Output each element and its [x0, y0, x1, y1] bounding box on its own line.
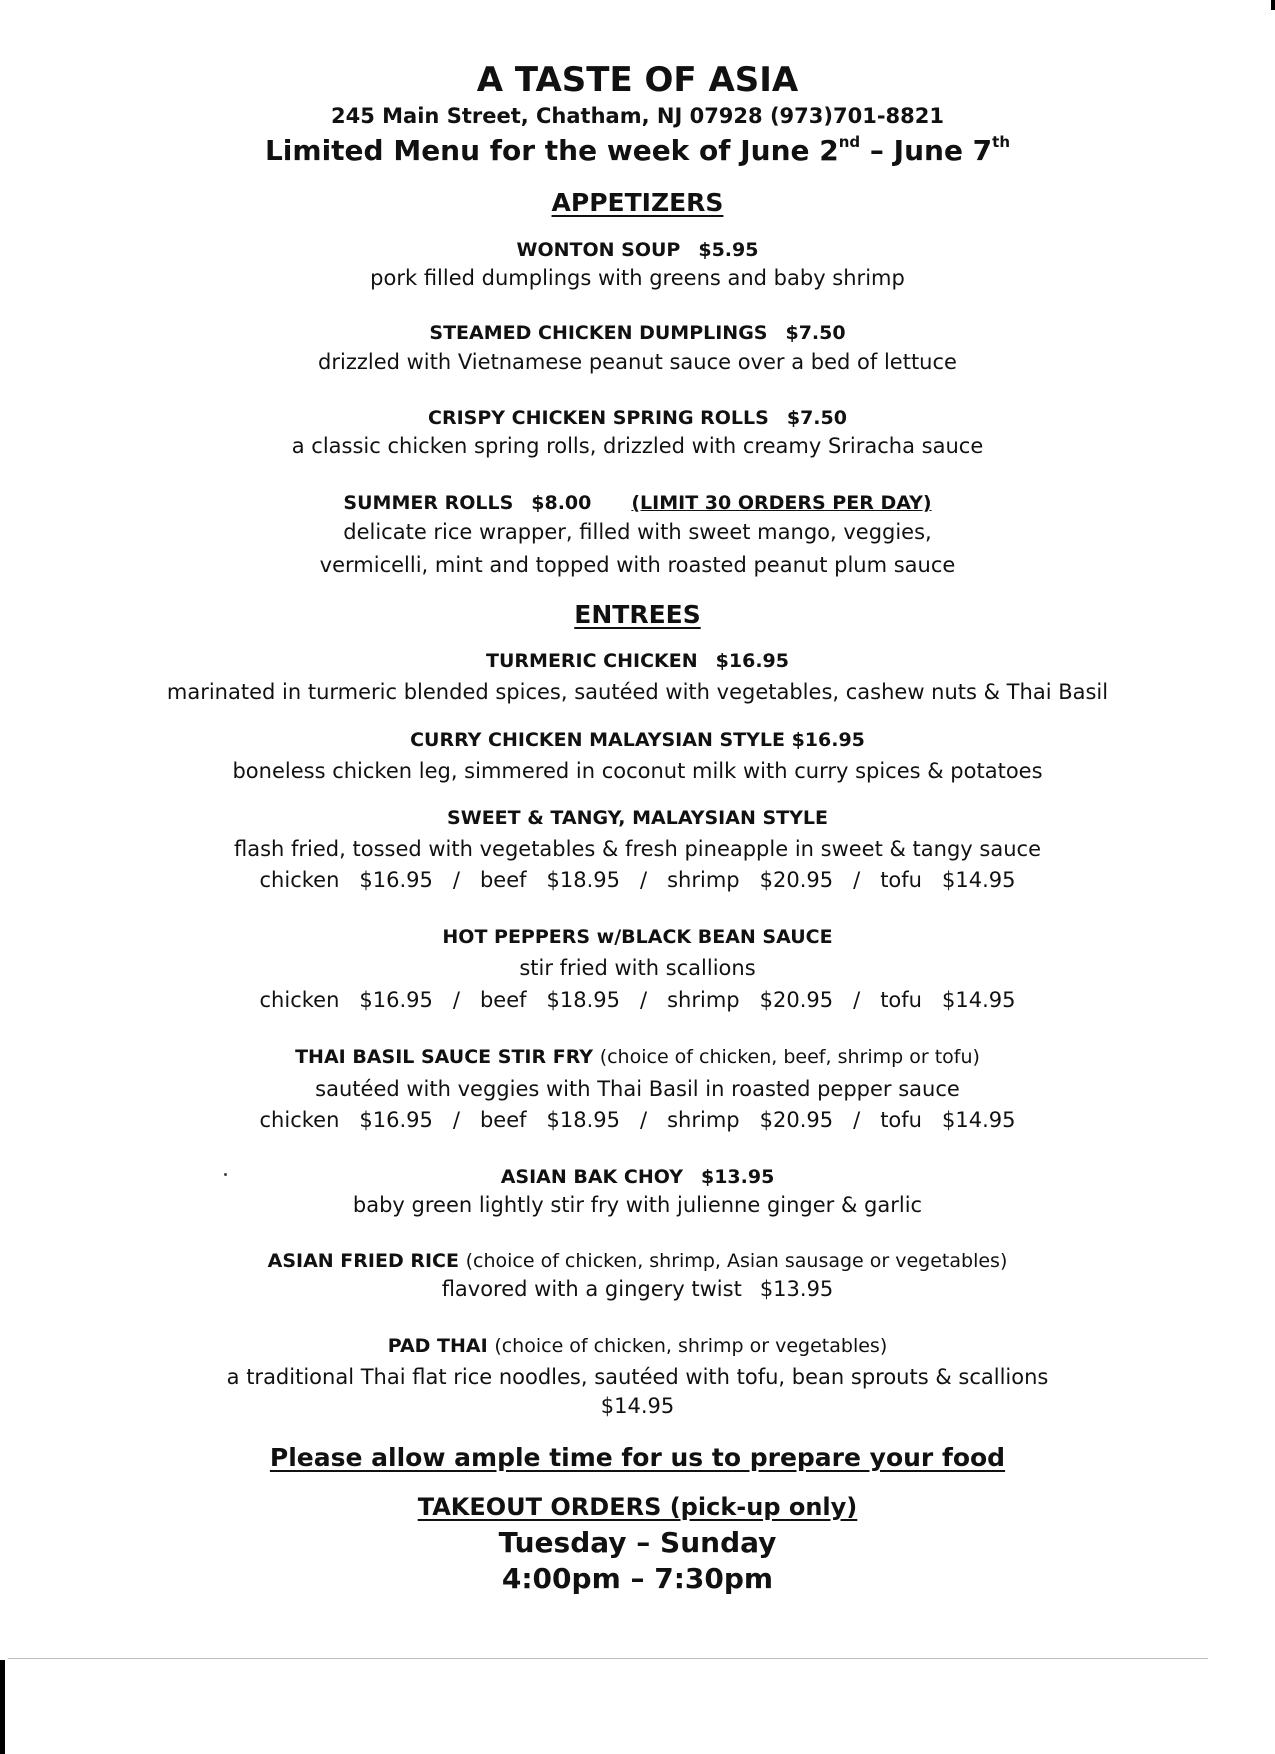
item-desc-fried-rice: flavored with a gingery twist $13.95 — [441, 1277, 834, 1301]
item-name-dumplings: STEAMED CHICKEN DUMPLINGS $7.50 — [429, 322, 846, 344]
item-price-fried-rice: $13.95 — [759, 1277, 834, 1301]
price-row-sweet-tangy: chicken $16.95 / beef $18.95 / shrimp $20.95 / tofu $14.95 — [259, 868, 1016, 892]
scan-edge-line — [8, 1658, 1208, 1659]
item-price-spring-rolls: $7.50 — [786, 407, 847, 429]
entrees-heading: ENTREES — [574, 600, 701, 629]
restaurant-address: 245 Main Street, Chatham, NJ 07928 (973)701-8821 — [331, 104, 944, 128]
scan-corner-mark — [1271, 0, 1275, 10]
week-line — [0, 134, 1275, 168]
item-desc-dumplings: drizzled with Vietnamese peanut sauce over a bed of lettuce — [318, 350, 957, 374]
item-price-bak-choy: $13.95 — [700, 1166, 775, 1188]
item-desc-summer-rolls-2: vermicelli, mint and topped with roasted peanut plum sauce — [319, 553, 956, 577]
item-name-spring-rolls: CRISPY CHICKEN SPRING ROLLS $7.50 — [428, 407, 847, 429]
week-prefix: Limited Menu for the week of June 2 — [264, 134, 839, 167]
item-desc-sweet-tangy: flash fried, tossed with vegetables & fresh pineapple in sweet & tangy sauce — [234, 837, 1041, 861]
item-desc-wonton: pork filled dumplings with greens and baby shrimp — [370, 266, 905, 290]
order-limit-note: (LIMIT 30 ORDERS PER DAY) — [631, 492, 932, 514]
item-name-fried-rice: ASIAN FRIED RICE (choice of chicken, shrimp, Asian sausage or vegetables) — [267, 1250, 1008, 1272]
item-price-turmeric: $16.95 — [715, 650, 789, 672]
item-desc-hot-peppers: stir fried with scallions — [519, 956, 756, 980]
thai-basil-choice: (choice of chicken, beef, shrimp or tofu) — [599, 1046, 980, 1068]
item-name-wonton: WONTON SOUP $5.95 — [516, 239, 759, 261]
item-desc-thai-basil: sautéed with veggies with Thai Basil in roasted pepper sauce — [315, 1077, 960, 1101]
item-desc-spring-rolls: a classic chicken spring rolls, drizzled with creamy Sriracha sauce — [291, 434, 984, 458]
item-name-sweet-tangy: SWEET & TANGY, MALAYSIAN STYLE — [447, 807, 828, 829]
item-price-pad-thai: $14.95 — [600, 1394, 675, 1418]
item-name-curry: CURRY CHICKEN MALAYSIAN STYLE $16.95 — [410, 729, 865, 751]
item-name-thai-basil: THAI BASIL SAUCE STIR FRY (choice of chicken, beef, shrimp or tofu) — [295, 1046, 980, 1068]
scan-speck — [224, 1173, 227, 1176]
item-name-turmeric: TURMERIC CHICKEN $16.95 — [486, 650, 789, 672]
item-desc-summer-rolls-1: delicate rice wrapper, filled with sweet mango, veggies, — [343, 520, 932, 544]
item-price-dumplings: $7.50 — [785, 322, 846, 344]
item-price-summer-rolls: $8.00 — [531, 492, 592, 514]
item-desc-bak-choy: baby green lightly stir fry with julienne ginger & garlic — [352, 1193, 923, 1217]
pad-thai-choice: (choice of chicken, shrimp or vegetables) — [494, 1335, 888, 1357]
price-row-thai-basil: chicken $16.95 / beef $18.95 / shrimp $20.95 / tofu $14.95 — [259, 1108, 1016, 1132]
takeout-heading: TAKEOUT ORDERS (pick-up only) — [417, 1493, 858, 1521]
item-desc-turmeric: marinated in turmeric blended spices, sautéed with vegetables, cashew nuts & Thai Basil — [166, 680, 1109, 704]
restaurant-name: A TASTE OF ASIA — [476, 60, 799, 100]
prep-time-notice: Please allow ample time for us to prepare your food — [269, 1443, 1006, 1472]
item-desc-curry: boneless chicken leg, simmered in coconut milk with curry spices & potatoes — [232, 759, 1043, 783]
takeout-hours: 4:00pm – 7:30pm — [501, 1562, 774, 1595]
fried-rice-choice: (choice of chicken, shrimp, Asian sausage or vegetables) — [465, 1250, 1008, 1272]
item-price-wonton: $5.95 — [698, 239, 759, 261]
item-desc-pad-thai: a traditional Thai flat rice noodles, sautéed with tofu, bean sprouts & scallions — [226, 1365, 1049, 1389]
week-sup-2: th — [992, 133, 1011, 151]
item-name-bak-choy: ASIAN BAK CHOY $13.95 — [500, 1166, 775, 1188]
item-name-summer-rolls: SUMMER ROLLS $8.00 (LIMIT 30 ORDERS PER DAY) — [343, 492, 932, 514]
item-price-curry: $16.95 — [791, 729, 865, 751]
week-sup-1: nd — [838, 133, 861, 151]
takeout-days: Tuesday – Sunday — [498, 1526, 777, 1559]
price-row-hot-peppers: chicken $16.95 / beef $18.95 / shrimp $20.95 / tofu $14.95 — [259, 988, 1016, 1012]
appetizers-heading: APPETIZERS — [551, 188, 724, 217]
week-middle: – June 7 — [860, 134, 993, 167]
item-name-hot-peppers: HOT PEPPERS w/BLACK BEAN SAUCE — [442, 926, 833, 948]
item-name-pad-thai: PAD THAI (choice of chicken, shrimp or vegetables) — [387, 1335, 888, 1357]
scan-edge-bar — [0, 1660, 5, 1754]
